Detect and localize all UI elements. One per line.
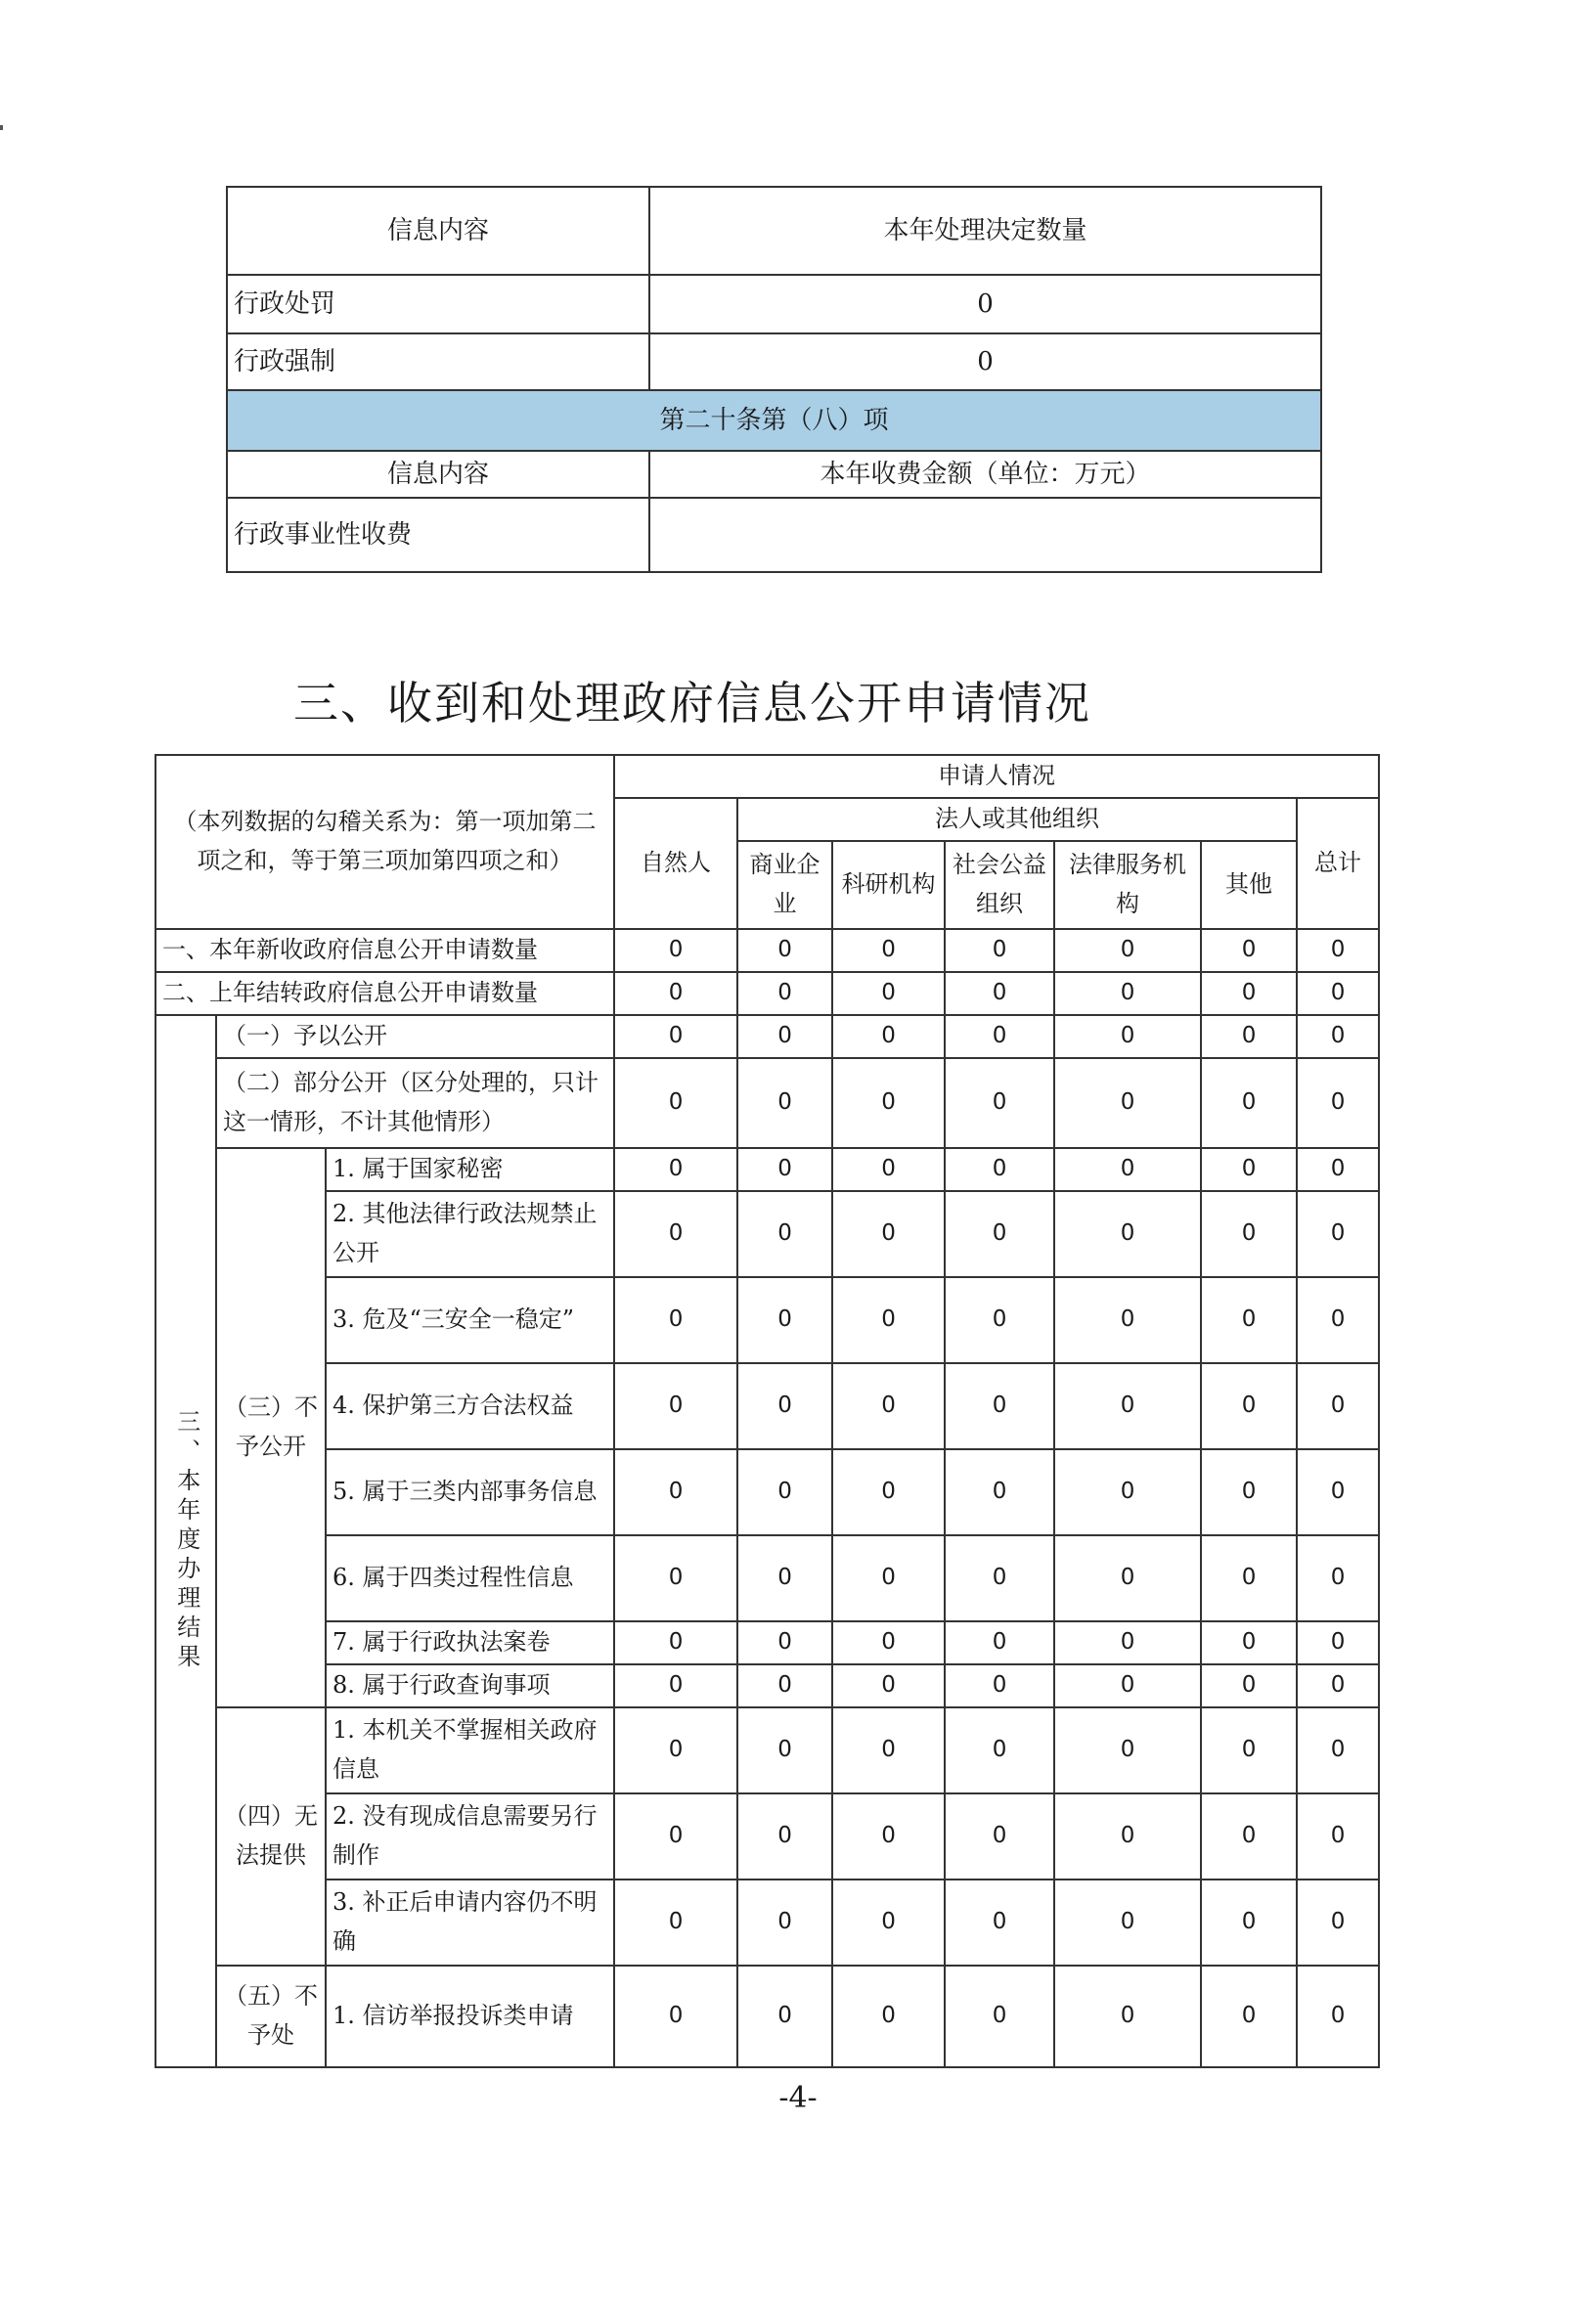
col-other: 其他: [1201, 841, 1297, 929]
value-cell: 0: [614, 1664, 737, 1707]
value-cell: 0: [1201, 1621, 1297, 1664]
value-cell: 0: [832, 1058, 945, 1148]
col-public-welfare: 社会公益组织: [945, 841, 1054, 929]
value-cell: 0: [832, 1966, 945, 2067]
unable-item: 1. 本机关不掌握相关政府信息: [326, 1707, 614, 1793]
value-cell: 0: [1054, 1793, 1201, 1880]
value-cell: 0: [614, 1707, 737, 1793]
value-cell: 0: [1297, 1363, 1379, 1449]
value-cell: 0: [737, 1277, 832, 1363]
value-cell: 0: [737, 1880, 832, 1966]
value-cell: 0: [1201, 1535, 1297, 1621]
fee-header-info-content: 信息内容: [227, 451, 649, 498]
value-cell: 0: [1054, 1707, 1201, 1793]
value-cell: 0: [737, 1191, 832, 1277]
value-cell: 0: [614, 1793, 737, 1880]
value-cell: 0: [614, 1880, 737, 1966]
value-cell: 0: [945, 1449, 1054, 1535]
value-cell: 0: [1054, 1015, 1201, 1058]
value-cell: 0: [1054, 1535, 1201, 1621]
scan-mark: [0, 125, 3, 130]
applicant-header: 申请人情况: [614, 755, 1379, 798]
top-header-info-content: 信息内容: [227, 187, 649, 275]
value-cell: 0: [614, 1277, 737, 1363]
value-cell: 0: [737, 1449, 832, 1535]
value-cell: 0: [1201, 1148, 1297, 1191]
value-cell: 0: [1201, 1058, 1297, 1148]
value-cell: 0: [614, 972, 737, 1015]
value-cell: 0: [1054, 1449, 1201, 1535]
group-annual-results: 三、本年度办理结果: [155, 1015, 216, 2067]
row-carryover-requests: 二、上年结转政府信息公开申请数量: [155, 972, 614, 1015]
page-number: -4-: [778, 2081, 818, 2115]
value-cell: 0: [832, 972, 945, 1015]
value-cell: 0: [1201, 1880, 1297, 1966]
value-cell: 0: [737, 1363, 832, 1449]
value-cell: 0: [1201, 972, 1297, 1015]
value-cell: 0: [1297, 1148, 1379, 1191]
nd-item: 2. 其他法律行政法规禁止公开: [326, 1191, 614, 1277]
value-cell: 0: [1201, 1449, 1297, 1535]
value-cell: 0: [1297, 929, 1379, 972]
value-cell: 0: [945, 1191, 1054, 1277]
value-cell: 0: [737, 972, 832, 1015]
value-cell: 0: [1054, 1148, 1201, 1191]
value-cell: 0: [1054, 1058, 1201, 1148]
value-cell: 0: [1201, 1966, 1297, 2067]
application-table: [155, 754, 1380, 2068]
value-cell: 0: [945, 1793, 1054, 1880]
value-cell: 0: [1054, 1880, 1201, 1966]
value-cell: 0: [614, 1449, 737, 1535]
value-cell: 0: [1201, 1191, 1297, 1277]
reconciliation-note: （本列数据的勾稽关系为：第一项加第二项之和，等于第三项加第四项之和）: [155, 755, 614, 929]
value-cell: 0: [1297, 1535, 1379, 1621]
value-cell: 0: [614, 1148, 737, 1191]
value-cell: 0: [1201, 1793, 1297, 1880]
value-cell: 0: [832, 1793, 945, 1880]
value-cell: 0: [1201, 1015, 1297, 1058]
value-cell: 0: [1054, 1621, 1201, 1664]
value-cell: 0: [614, 1191, 737, 1277]
value-cell: 0: [614, 1966, 737, 2067]
value-cell: 0: [737, 1966, 832, 2067]
col-natural-person: 自然人: [614, 798, 737, 929]
value-cell: 0: [614, 1015, 737, 1058]
value-cell: 0: [1297, 1449, 1379, 1535]
value-cell: 0: [614, 1058, 737, 1148]
value-cell: 0: [832, 1449, 945, 1535]
value-cell: 0: [1297, 972, 1379, 1015]
value-cell: 0: [945, 1621, 1054, 1664]
value-cell: 0: [737, 1621, 832, 1664]
value-cell: 0: [832, 1535, 945, 1621]
value-cell: 0: [945, 1363, 1054, 1449]
top-row-label: 行政处罚: [227, 275, 649, 333]
col-legal-service: 法律服务机构: [1054, 841, 1201, 929]
value-cell: 0: [1297, 1880, 1379, 1966]
top-header-decision-count: 本年处理决定数量: [649, 187, 1321, 275]
value-cell: 0: [614, 1363, 737, 1449]
value-cell: 0: [945, 1880, 1054, 1966]
group-unable-provide: （四）无法提供: [216, 1707, 326, 1966]
value-cell: 0: [1054, 1191, 1201, 1277]
value-cell: 0: [945, 972, 1054, 1015]
nd-item: 4. 保护第三方合法权益: [326, 1363, 614, 1449]
value-cell: 0: [832, 1664, 945, 1707]
section-article-20-8: 第二十条第（八）项: [227, 390, 1321, 451]
value-cell: 0: [1201, 1707, 1297, 1793]
value-cell: 0: [1201, 1363, 1297, 1449]
value-cell: 0: [832, 1621, 945, 1664]
value-cell: 0: [832, 929, 945, 972]
group-not-handle: （五）不予处: [216, 1966, 326, 2067]
value-cell: 0: [832, 1015, 945, 1058]
value-cell: 0: [614, 929, 737, 972]
value-cell: 0: [1297, 1966, 1379, 2067]
value-cell: 0: [1201, 929, 1297, 972]
value-cell: 0: [1297, 1015, 1379, 1058]
value-cell: 0: [737, 1058, 832, 1148]
fee-header-amount: 本年收费金额（单位：万元）: [649, 451, 1321, 498]
value-cell: 0: [1297, 1793, 1379, 1880]
value-cell: 0: [945, 1277, 1054, 1363]
col-total: 总计: [1297, 798, 1379, 929]
value-cell: 0: [945, 1707, 1054, 1793]
value-cell: 0: [1297, 1621, 1379, 1664]
section-heading: 三、收到和处理政府信息公开申请情况: [293, 677, 1091, 730]
nd-item: 1. 属于国家秘密: [326, 1148, 614, 1191]
fee-row-label: 行政事业性收费: [227, 498, 649, 572]
value-cell: 0: [832, 1880, 945, 1966]
value-cell: 0: [832, 1363, 945, 1449]
nd-item: 3. 危及“三安全一稳定”: [326, 1277, 614, 1363]
value-cell: 0: [737, 1015, 832, 1058]
nd-item: 5. 属于三类内部事务信息: [326, 1449, 614, 1535]
value-cell: 0: [614, 1621, 737, 1664]
value-cell: 0: [945, 1015, 1054, 1058]
value-cell: 0: [1054, 1966, 1201, 2067]
value-cell: 0: [945, 1058, 1054, 1148]
value-cell: 0: [1054, 1277, 1201, 1363]
value-cell: 0: [737, 1148, 832, 1191]
value-cell: 0: [832, 1277, 945, 1363]
value-cell: 0: [945, 929, 1054, 972]
value-cell: 0: [737, 1793, 832, 1880]
value-cell: 0: [1297, 1277, 1379, 1363]
top-row-label: 行政强制: [227, 333, 649, 390]
col-research: 科研机构: [832, 841, 945, 929]
top-row-value: 0: [649, 333, 1321, 390]
value-cell: 0: [737, 1664, 832, 1707]
row-partial-disclose: （二）部分公开（区分处理的，只计这一情形，不计其他情形）: [216, 1058, 614, 1148]
fee-row-value: [649, 498, 1321, 572]
value-cell: 0: [832, 1191, 945, 1277]
value-cell: 0: [1054, 1664, 1201, 1707]
top-row-value: 0: [649, 275, 1321, 333]
value-cell: 0: [945, 1664, 1054, 1707]
col-commercial: 商业企业: [737, 841, 832, 929]
value-cell: 0: [1054, 1363, 1201, 1449]
value-cell: 0: [737, 1707, 832, 1793]
nd-item: 8. 属于行政查询事项: [326, 1664, 614, 1707]
group-not-disclose: （三）不予公开: [216, 1148, 326, 1707]
value-cell: 0: [737, 929, 832, 972]
value-cell: 0: [945, 1966, 1054, 2067]
legal-entity-header: 法人或其他组织: [737, 798, 1297, 841]
row-disclose: （一）予以公开: [216, 1015, 614, 1058]
value-cell: 0: [1054, 972, 1201, 1015]
nd-item: 6. 属于四类过程性信息: [326, 1535, 614, 1621]
value-cell: 0: [614, 1535, 737, 1621]
value-cell: 0: [737, 1535, 832, 1621]
value-cell: 0: [1201, 1277, 1297, 1363]
unable-item: 2. 没有现成信息需要另行制作: [326, 1793, 614, 1880]
row-new-requests: 一、本年新收政府信息公开申请数量: [155, 929, 614, 972]
value-cell: 0: [1297, 1707, 1379, 1793]
value-cell: 0: [1297, 1191, 1379, 1277]
value-cell: 0: [945, 1535, 1054, 1621]
nd-item: 7. 属于行政执法案卷: [326, 1621, 614, 1664]
value-cell: 0: [1297, 1664, 1379, 1707]
value-cell: 0: [1297, 1058, 1379, 1148]
value-cell: 0: [832, 1148, 945, 1191]
top-table: [226, 186, 1322, 573]
value-cell: 0: [1201, 1664, 1297, 1707]
value-cell: 0: [1054, 929, 1201, 972]
nh-item: 1. 信访举报投诉类申请: [326, 1966, 614, 2067]
unable-item: 3. 补正后申请内容仍不明确: [326, 1880, 614, 1966]
value-cell: 0: [945, 1148, 1054, 1191]
value-cell: 0: [832, 1707, 945, 1793]
